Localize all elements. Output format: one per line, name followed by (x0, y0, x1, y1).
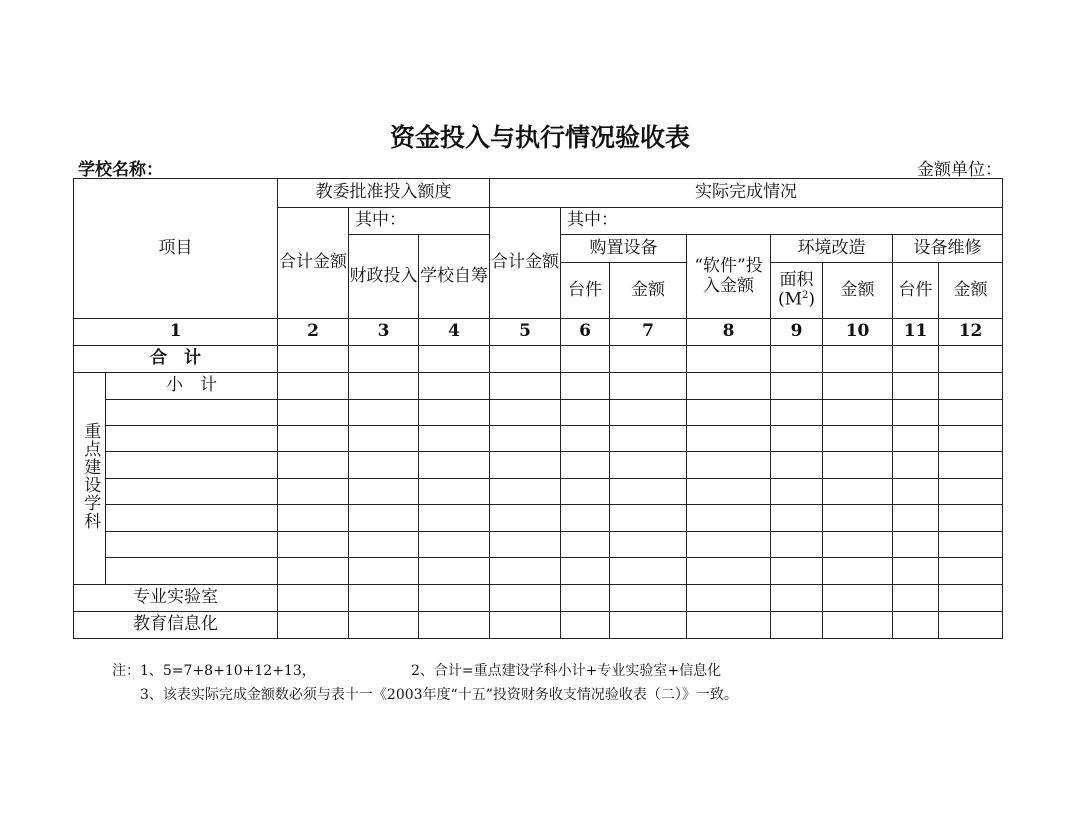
cell (893, 426, 939, 452)
cell (939, 505, 1003, 532)
cell (278, 505, 349, 532)
col-number: 4 (419, 319, 490, 346)
header-item: 项目 (74, 179, 278, 319)
col-number: 8 (687, 319, 771, 346)
cell (687, 612, 771, 639)
cell (278, 612, 349, 639)
cell (823, 479, 893, 505)
cell (419, 505, 490, 532)
col-number: 3 (349, 319, 419, 346)
col-number: 6 (561, 319, 610, 346)
cell (419, 373, 490, 400)
cell (419, 612, 490, 639)
cell (687, 400, 771, 426)
cell (610, 479, 687, 505)
col-number: 11 (893, 319, 939, 346)
cell (490, 400, 561, 426)
row-lab-label: 专业实验室 (74, 585, 278, 612)
cell (490, 505, 561, 532)
note-2: 2、合计=重点建设学科小计+专业实验室+信息化 (411, 663, 722, 679)
cell (893, 452, 939, 479)
cell (823, 400, 893, 426)
note-3: 3、该表实际完成金额数必须与表十一《2003年度“十五”投资财务收支情况验收表（二）》一致。 (140, 687, 738, 703)
cell (893, 612, 939, 639)
cell (490, 612, 561, 639)
cell (349, 612, 419, 639)
school-name-label: 学校名称： (78, 160, 163, 180)
cell (823, 612, 893, 639)
cell (278, 585, 349, 612)
cell (939, 479, 1003, 505)
cell (106, 532, 278, 558)
cell (610, 585, 687, 612)
cell (610, 558, 687, 585)
header-maint-amount: 金额 (939, 263, 1003, 319)
header-purchase-equipment: 购置设备 (561, 235, 687, 263)
cell (687, 346, 771, 373)
cell (561, 612, 610, 639)
cell (771, 479, 823, 505)
cell (490, 585, 561, 612)
cell (278, 479, 349, 505)
header-school-self-fund: 学校自筹 (419, 235, 490, 319)
header-software-input: “软件”投入金额 (687, 235, 771, 319)
col-number: 1 (74, 319, 278, 346)
cell (106, 426, 278, 452)
cell (687, 505, 771, 532)
cell (893, 505, 939, 532)
cell (490, 373, 561, 400)
cell (687, 452, 771, 479)
form-title: 资金投入与执行情况验收表 (389, 123, 690, 152)
cell (349, 532, 419, 558)
cell (771, 426, 823, 452)
cell (106, 558, 278, 585)
cell (610, 532, 687, 558)
header-actual-of-which: 其中： (561, 208, 1003, 235)
cell (771, 452, 823, 479)
cell (419, 426, 490, 452)
header-approved-total: 合计金额 (278, 208, 349, 319)
col-number: 5 (490, 319, 561, 346)
cell (823, 426, 893, 452)
cell (278, 558, 349, 585)
header-approved-of-which: 其中： (349, 208, 490, 235)
cell (490, 558, 561, 585)
note-1: 注：1、5=7+8+10+12+13， (112, 663, 316, 679)
header-env-improvement: 环境改造 (771, 235, 893, 263)
cell (106, 505, 278, 532)
header-purchase-units: 台件 (561, 263, 610, 319)
cell (823, 585, 893, 612)
cell (419, 452, 490, 479)
cell (278, 532, 349, 558)
cell (561, 505, 610, 532)
cell (687, 479, 771, 505)
cell (823, 558, 893, 585)
col-number: 7 (610, 319, 687, 346)
cell (349, 585, 419, 612)
cell (687, 558, 771, 585)
cell (349, 346, 419, 373)
cell (278, 400, 349, 426)
cell (561, 373, 610, 400)
header-area-sup: 2 (802, 290, 809, 302)
row-informatization-label: 教育信息化 (74, 612, 278, 639)
cell (561, 585, 610, 612)
cell (893, 346, 939, 373)
cell (278, 346, 349, 373)
acceptance-table (73, 178, 1003, 639)
cell (610, 400, 687, 426)
header-fiscal-input: 财政投入 (349, 235, 419, 319)
cell (610, 612, 687, 639)
header-env-amount: 金额 (823, 263, 893, 319)
cell (939, 452, 1003, 479)
cell (893, 479, 939, 505)
header-actual-group: 实际完成情况 (490, 179, 1003, 208)
row-total-label: 合 计 (74, 346, 278, 373)
header-actual-total: 合计金额 (490, 208, 561, 319)
cell (561, 479, 610, 505)
cell (106, 479, 278, 505)
key-discipline-vertical-text: 重点建设学科 (80, 421, 101, 530)
amount-unit-label: 金额单位： (917, 160, 1002, 180)
cell (490, 479, 561, 505)
cell (610, 346, 687, 373)
cell (771, 400, 823, 426)
col-number: 10 (823, 319, 893, 346)
cell (771, 585, 823, 612)
header-approved-group: 教委批准投入额度 (278, 179, 490, 208)
cell (349, 400, 419, 426)
col-number: 9 (771, 319, 823, 346)
cell (561, 426, 610, 452)
cell (278, 452, 349, 479)
header-purchase-amount: 金额 (610, 263, 687, 319)
cell (106, 452, 278, 479)
cell (419, 479, 490, 505)
cell (823, 373, 893, 400)
cell (490, 452, 561, 479)
cell (939, 400, 1003, 426)
cell (823, 505, 893, 532)
notes (112, 660, 738, 708)
cell (939, 373, 1003, 400)
header-maint-units: 台件 (893, 263, 939, 319)
col-number: 2 (278, 319, 349, 346)
cell (349, 452, 419, 479)
cell (893, 532, 939, 558)
cell (419, 558, 490, 585)
cell (823, 452, 893, 479)
cell (610, 505, 687, 532)
cell (419, 400, 490, 426)
cell (490, 346, 561, 373)
cell (561, 346, 610, 373)
cell (106, 400, 278, 426)
cell (349, 479, 419, 505)
cell (771, 612, 823, 639)
cell (939, 585, 1003, 612)
cell (419, 585, 490, 612)
header-area-close: ) (808, 289, 816, 310)
cell (939, 532, 1003, 558)
header-area-label: 面积 (779, 269, 814, 290)
cell (561, 558, 610, 585)
header-area-unit: (M (778, 289, 803, 310)
cell (939, 426, 1003, 452)
cell (939, 612, 1003, 639)
cell (939, 558, 1003, 585)
cell (349, 426, 419, 452)
cell (610, 452, 687, 479)
cell (687, 426, 771, 452)
cell (490, 532, 561, 558)
col-number: 12 (939, 319, 1003, 346)
cell (771, 532, 823, 558)
cell (561, 400, 610, 426)
cell (419, 532, 490, 558)
cell (687, 532, 771, 558)
cell (687, 373, 771, 400)
cell (893, 558, 939, 585)
row-key-discipline-label (74, 373, 106, 585)
cell (893, 373, 939, 400)
cell (419, 346, 490, 373)
cell (823, 532, 893, 558)
cell (771, 505, 823, 532)
cell (893, 585, 939, 612)
header-env-area (771, 263, 823, 319)
cell (771, 558, 823, 585)
cell (349, 558, 419, 585)
cell (687, 585, 771, 612)
cell (610, 426, 687, 452)
cell (349, 373, 419, 400)
cell (349, 505, 419, 532)
cell (823, 346, 893, 373)
cell (278, 373, 349, 400)
cell (771, 373, 823, 400)
cell (771, 346, 823, 373)
cell (561, 532, 610, 558)
cell (278, 426, 349, 452)
cell (893, 400, 939, 426)
cell (610, 373, 687, 400)
cell (939, 346, 1003, 373)
row-subtotal-label: 小 计 (106, 373, 278, 400)
header-equip-maintenance: 设备维修 (893, 235, 1003, 263)
cell (561, 452, 610, 479)
cell (490, 426, 561, 452)
